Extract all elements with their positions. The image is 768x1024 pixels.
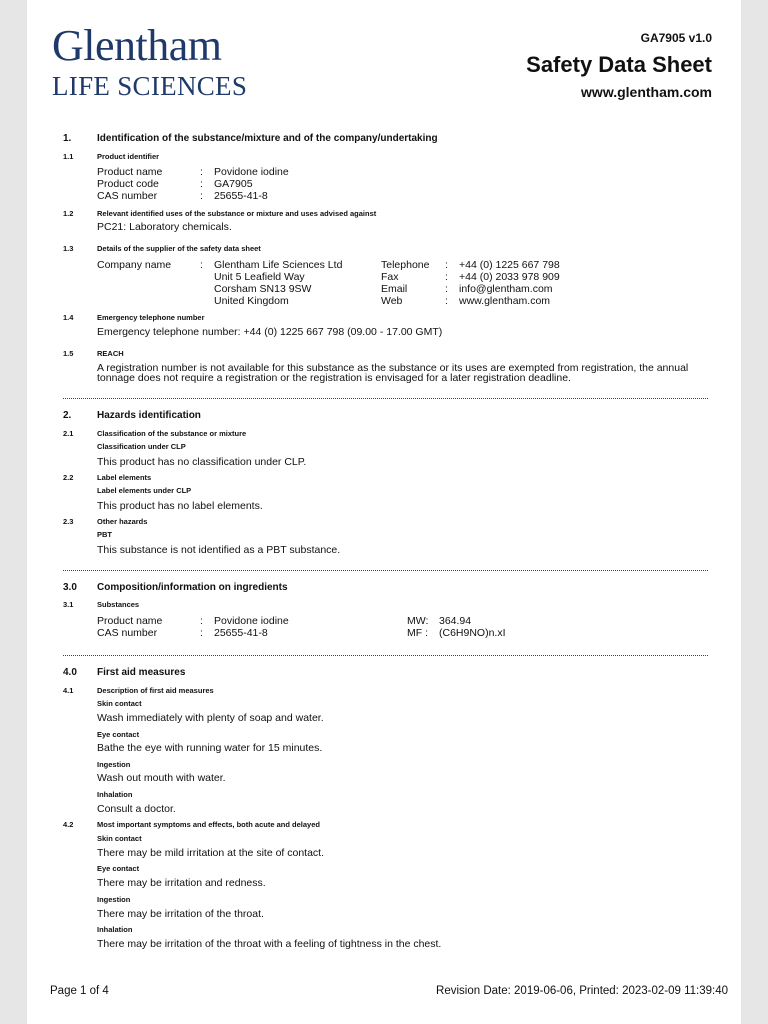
contact-value: +44 (0) 1225 667 798 [459,259,560,271]
contact-value: +44 (0) 2033 978 909 [459,271,560,283]
item-label: Inhalation [97,925,133,934]
subsection-number: 2.2 [63,473,74,482]
contact-separator: : [445,259,448,271]
field-separator: : [200,627,203,639]
body-text: There may be irritation of the throat with a feeling of tightness in the chest. [97,938,442,950]
subsection-number: 4.1 [63,686,74,695]
address-line: Corsham SN13 9SW [214,283,312,295]
contact-value[interactable]: info@glentham.com [459,283,553,295]
subsection-number: 3.1 [63,600,74,609]
property-label: MW: [407,615,429,627]
subsection-heading: Relevant identified uses of the substance or mixture and uses advised against [97,209,377,218]
subsection-heading: Product identifier [97,152,160,161]
body-text: There may be irritation and redness. [97,877,266,889]
body-text: tonnage does not require a registration or the registration is envisaged for a later registration deadline. [97,372,571,384]
subsection-number: 1.2 [63,209,74,218]
field-value: 25655-41-8 [214,190,268,202]
field-value: Povidone iodine [214,166,289,178]
subsection-number: 1.3 [63,244,74,253]
address-line: Unit 5 Leafield Way [214,271,305,283]
field-separator: : [200,259,203,271]
body-text: Emergency telephone number: +44 (0) 1225 667 798 (09.00 - 17.00 GMT) [97,326,443,338]
revision-date: Revision Date: 2019-06-06, Printed: 2023-02-09 11:39:40 [436,985,728,997]
subsection-heading: Most important symptoms and effects, both acute and delayed [97,820,320,829]
subsection-number: 1.1 [63,152,74,161]
item-label: Skin contact [97,699,142,708]
subsection-heading: REACH [97,349,124,358]
body-text: Bathe the eye with running water for 15 minutes. [97,742,323,754]
body-text: Wash out mouth with water. [97,772,226,784]
section-number: 3.0 [63,582,77,593]
contact-label: Email [381,283,408,295]
field-separator: : [200,166,203,178]
section-divider [63,570,708,571]
field-value: Povidone iodine [214,615,289,627]
logo-wordmark: Glentham [52,21,222,70]
subsection-heading: Classification of the substance or mixture [97,429,247,438]
body-text: There may be mild irritation at the site of contact. [97,847,325,859]
page-number: Page 1 of 4 [50,985,109,997]
subsection-subheading: PBT [97,530,112,539]
field-label: CAS number [97,190,158,202]
body-text: Wash immediately with plenty of soap and water. [97,712,324,724]
subsection-heading: Other hazards [97,517,148,526]
body-text: This product has no classification under CLP. [97,456,307,468]
section-heading: First aid measures [97,667,186,678]
contact-separator: : [445,271,448,283]
body-text: This substance is not identified as a PBT substance. [97,544,341,556]
contact-label: Web [381,295,403,307]
logo-subtitle: LIFE SCIENCES [52,71,248,101]
body-text: A registration number is not available for this substance as the substance or its uses are exempted from registration, the annual [97,362,689,374]
field-label: CAS number [97,627,158,639]
section-number: 2. [63,410,72,421]
subsection-heading: Label elements [97,473,152,482]
document-page [27,0,741,1024]
section-divider [63,398,708,399]
contact-separator: : [445,283,448,295]
address-line: Glentham Life Sciences Ltd [214,259,343,271]
field-separator: : [200,615,203,627]
body-text: This product has no label elements. [97,500,263,512]
subsection-subheading: Label elements under CLP [97,486,192,495]
subsection-number: 1.5 [63,349,74,358]
subsection-heading: Description of first aid measures [97,686,214,695]
contact-separator: : [445,295,448,307]
item-label: Skin contact [97,834,142,843]
field-label: Product code [97,178,159,190]
field-value: GA7905 [214,178,253,190]
field-label: Product name [97,166,163,178]
subsection-heading: Substances [97,600,140,609]
item-label: Eye contact [97,864,140,873]
item-label: Ingestion [97,760,131,769]
subsection-number: 1.4 [63,313,74,322]
body-text: PC21: Laboratory chemicals. [97,221,232,233]
subsection-number: 2.1 [63,429,74,438]
document-code: GA7905 v1.0 [640,31,712,45]
contact-value[interactable]: www.glentham.com [459,295,551,307]
contact-label: Fax [381,271,399,283]
property-label: MF : [407,627,428,639]
property-value: (C6H9NO)n.xI [439,627,506,639]
section-number: 4.0 [63,667,77,678]
item-label: Ingestion [97,895,131,904]
subsection-heading: Details of the supplier of the safety data sheet [97,244,261,253]
section-heading: Composition/information on ingredients [97,582,288,593]
subsection-number: 4.2 [63,820,74,829]
item-label: Eye contact [97,730,140,739]
subsection-heading: Emergency telephone number [97,313,205,322]
property-value: 364.94 [439,615,472,627]
field-label: Product name [97,615,163,627]
field-value: 25655-41-8 [214,627,268,639]
section-number: 1. [63,133,72,144]
subsection-number: 2.3 [63,517,74,526]
section-heading: Identification of the substance/mixture and of the company/undertaking [97,133,438,144]
field-label: Company name [97,259,172,271]
subsection-subheading: Classification under CLP [97,442,186,451]
field-separator: : [200,178,203,190]
body-text: Consult a doctor. [97,803,176,815]
website-link[interactable]: www.glentham.com [581,84,712,100]
body-text: There may be irritation of the throat. [97,908,264,920]
section-divider [63,655,708,656]
item-label: Inhalation [97,790,133,799]
section-heading: Hazards identification [97,410,201,421]
contact-label: Telephone [381,259,430,271]
document-title: Safety Data Sheet [526,52,712,77]
address-line: United Kingdom [214,295,289,307]
field-separator: : [200,190,203,202]
